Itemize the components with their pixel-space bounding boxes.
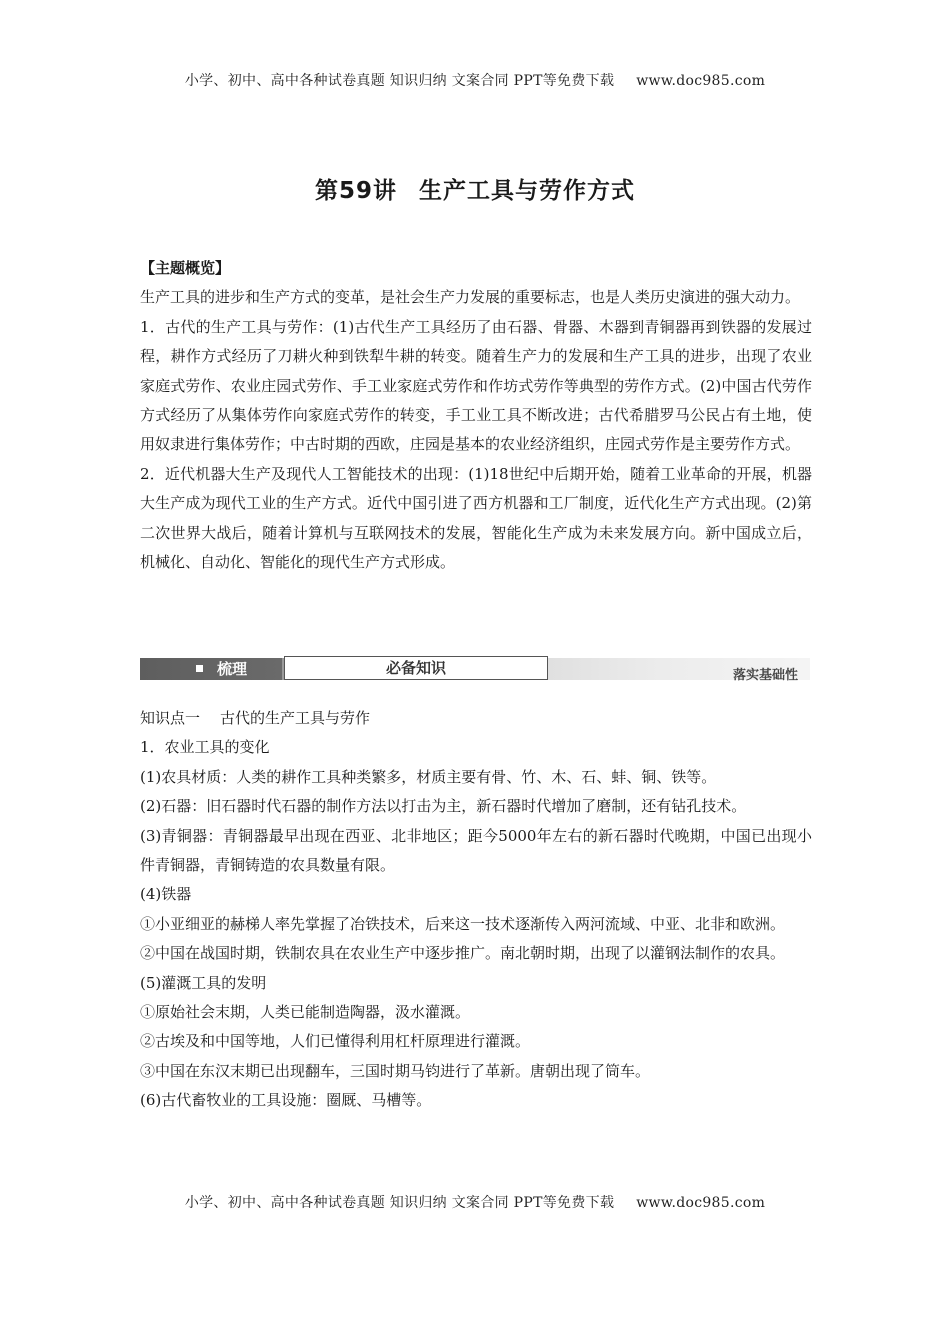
lecture-topic: 生产工具与劳作方式 [419,178,635,204]
knowledge-point-title: 古代的生产工具与劳作 [220,709,371,727]
knowledge-line: ①小亚细亚的赫梯人率先掌握了冶铁技术，后来这一技术逐渐传入两河流域、中亚、北非和欧洲。 [140,914,786,933]
knowledge-line: 1．农业工具的变化 [140,738,270,757]
knowledge-line: (6)古代畜牧业的工具设施：圈厩、马槽等。 [140,1091,432,1110]
knowledge-line: ②古埃及和中国等地，人们已懂得利用杠杆原理进行灌溉。 [140,1032,531,1051]
knowledge-line: ②中国在战国时期，铁制农具在农业生产中逐步推广。南北朝时期，出现了以灌钢法制作的农具。 [140,944,786,963]
knowledge-line: (4)铁器 [140,885,192,904]
overview-paragraph: 2．近代机器大生产及现代人工智能技术的出现：(1)18世纪中后期开始，随着工业革命的开展，机器大生产成为现代工业的生产方式。近代中国引进了西方机器和工厂制度，近代化生产方式出现。(2)第二次世界大战后，随着计算机与互联网技术的发展，智能化生产成为未来发展方向。新中国成立后，机械化、自动化、智能化的现代生产方式形成。 [140,464,812,572]
footer-text: 小学、初中、高中各种试卷真题 知识归纳 文案合同 PPT等免费下载 [184,1195,615,1211]
overview-label: 【主题概览】 [140,259,231,277]
knowledge-line: ①原始社会末期，人类已能制造陶器，汲水灌溉。 [140,1003,471,1022]
overview-paragraph: 1．古代的生产工具与劳作：(1)古代生产工具经历了由石器、骨器、木器到青铜器再到铁器的发展过程，耕作方式经历了刀耕火种到铁犁牛耕的转变。随着生产力的发展和生产工具的进步，出现了农业家庭式劳作、农业庄园式劳作、手工业家庭式劳作和作坊式劳作等典型的劳作方式。(2)中国古代劳作方式经历了从集体劳作向家庭式劳作的转变，手工业工具不断改进；古代希腊罗马公民占有土地，使用奴隶进行集体劳作；中古时期的西欧，庄园是基本的农业经济组织，庄园式劳作是主要劳作方式。 [140,317,812,454]
square-bullet-icon [196,665,203,672]
band-subtitle: 必备知识 [284,656,548,680]
page-footer [0,1192,950,1212]
page-title [0,172,950,205]
page-header [0,70,950,90]
header-text: 小学、初中、高中各种试卷真题 知识归纳 文案合同 PPT等免费下载 [184,73,615,89]
knowledge-point-heading [140,704,812,733]
overview-paragraph: 生产工具的进步和生产方式的变革，是社会生产力发展的重要标志，也是人类历史演进的强大动力。 [140,288,801,307]
footer-site-link[interactable]: www.doc985.com [636,1195,766,1211]
section-band [140,656,810,685]
knowledge-line: (3)青铜器：青铜器最早出现在西亚、北非地区；距今5000年左右的新石器时代晚期，中国已出现小件青铜器，青铜铸造的农具数量有限。 [140,826,812,875]
knowledge-point-label: 知识点一 [140,709,201,727]
header-site-link[interactable]: www.doc985.com [636,73,766,89]
band-tab-label: 梳理 [217,660,248,678]
band-right-label: 落实基础性 [732,668,798,683]
knowledge-line: (1)农具材质：人类的耕作工具种类繁多，材质主要有骨、竹、木、石、蚌、铜、铁等。 [140,767,717,786]
knowledge-line: (5)灌溉工具的发明 [140,973,267,992]
lecture-number: 第59讲 [314,178,397,204]
knowledge-line: (2)石器：旧石器时代石器的制作方法以打击为主，新石器时代增加了磨制，还有钻孔技术。 [140,797,747,816]
knowledge-section [140,704,812,1116]
overview-section [140,254,812,577]
knowledge-line: ③中国在东汉末期已出现翻车，三国时期马钧进行了革新。唐朝出现了筒车。 [140,1061,651,1080]
band-tab [140,658,282,680]
